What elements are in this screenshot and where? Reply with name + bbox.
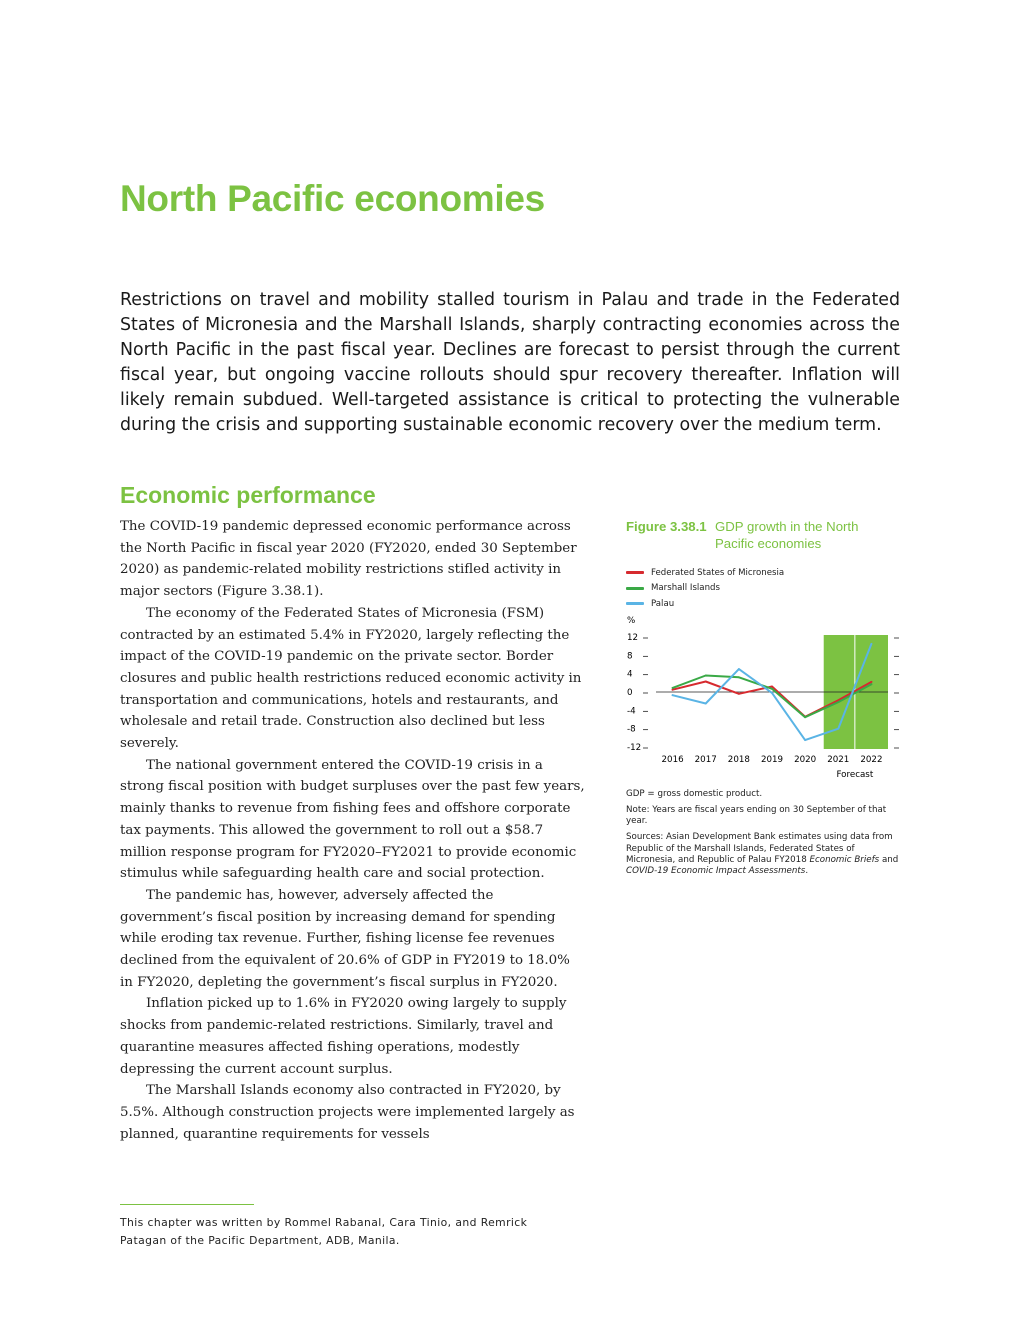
legend-swatch-palau — [626, 602, 644, 605]
legend-swatch-fsm — [626, 571, 644, 574]
data-point — [771, 687, 773, 689]
data-point — [705, 674, 707, 676]
page-title: North Pacific economies — [120, 178, 545, 219]
gdp-line-chart — [626, 613, 902, 785]
data-point — [871, 642, 873, 644]
x-tick-label: 2021 — [827, 754, 850, 765]
lead-paragraph: Restrictions on travel and mobility stalled tourism in Palau and trade in the Federated States of Micronesia and the Marshall Islands, sharply contracting economies across the North Pacific in the past fiscal year. Declines are forecast to persist through the current fiscal year, but ongoing vaccine rollouts should spur recovery thereafter. Inflation will likely remain subdued. Well-targeted assistance is critical to protecting the vulnerable during the crisis and supporting sustainable economic recovery over the medium term. — [120, 290, 900, 435]
sources-italic-assessments: COVID-19 Economic Impact Assessments — [626, 866, 806, 877]
body-paragraph-6: The Marshall Islands economy also contracted in FY2020, by 5.5%. Although construction projects were implemented largely as planned, quarantine requirements for vessels — [120, 1083, 575, 1142]
data-point — [871, 681, 873, 683]
y-axis-unit-label: % — [627, 615, 636, 626]
legend-item-marshall — [626, 581, 902, 597]
data-point — [871, 683, 873, 685]
y-tick-label: -4 — [627, 705, 636, 716]
figure-caption — [626, 518, 902, 552]
body-text-column — [120, 516, 586, 1145]
body-paragraph-3: The national government entered the COVID-19 crisis in a strong fiscal position with budget surpluses over the past few years, mainly thanks to revenue from fishing fees and offshore corporate tax payments. This allowed the government to roll out a $58.7 million response program for FY2020–FY2021 to provide economic stimulus while safeguarding health care and social protection. — [120, 757, 585, 882]
data-point — [837, 727, 839, 729]
sources-and: and — [879, 854, 899, 865]
legend-label-marshall: Marshall Islands — [651, 583, 720, 594]
figure-title: GDP growth in the North Pacific economies — [715, 519, 859, 551]
y-tick-label: -12 — [627, 742, 642, 753]
legend-item-fsm — [626, 565, 902, 581]
data-point — [738, 692, 740, 694]
y-tick-label: 8 — [627, 650, 633, 661]
data-point — [672, 688, 674, 690]
note-sources — [626, 832, 902, 877]
chart-legend — [626, 565, 902, 612]
legend-label-palau: Palau — [651, 598, 675, 609]
x-tick-label: 2016 — [661, 754, 684, 765]
legend-label-fsm: Federated States of Micronesia — [651, 567, 785, 578]
data-point — [672, 686, 674, 688]
data-point — [738, 676, 740, 678]
body-paragraph-2: The economy of the Federated States of Micronesia (FSM) contracted by an estimated 5.4% in FY2020, largely reflecting the impact of the COVID-19 pandemic on the private sector. Border closures and public health restrictions reduced economic activity in transportation and communications, hotels and restaurants, and wholesale and retail trade. Construction also declined but less severely. — [120, 605, 582, 752]
sources-text: Sources: Asian Development Bank estimates using data from Republic of the Marshall Islands, Federated States of Micronesia, and Republic of Palau FY2018 — [626, 832, 893, 865]
sources-italic-briefs: Economic Briefs — [809, 854, 880, 865]
data-point — [705, 702, 707, 704]
data-point — [804, 716, 806, 718]
legend-swatch-marshall — [626, 587, 644, 590]
data-point — [771, 685, 773, 687]
body-paragraph-4: The pandemic has, however, adversely affected the government’s fiscal position by increasing demand for spending while eroding tax revenue. Further, fishing license fee revenues declined from the equivalent of 20.6% of GDP in FY2019 to 18.0% in FY2020, depleting the government’s fiscal surplus in FY2020. — [120, 887, 570, 990]
note-fiscal-years: Note: Years are fiscal years ending on 30 September of that year. — [626, 804, 887, 827]
x-tick-label: 2020 — [794, 754, 817, 765]
legend-item-palau — [626, 596, 902, 612]
x-tick-label: 2019 — [760, 754, 784, 765]
sources-end: . — [805, 866, 809, 877]
x-tick-label: 2017 — [694, 754, 717, 765]
data-point — [672, 694, 674, 696]
data-point — [771, 692, 773, 694]
data-point — [837, 701, 839, 703]
y-tick-label: -8 — [627, 724, 636, 735]
y-tick-label: 0 — [627, 687, 633, 698]
x-tick-label: 2022 — [860, 754, 883, 765]
body-paragraph-5: Inflation picked up to 1.6% in FY2020 owing largely to supply shocks from pandemic-related restrictions. Similarly, travel and quarantine measures affected fishing operations, modestly depressing the current account surplus. — [120, 996, 567, 1077]
y-tick-label: 4 — [627, 669, 633, 680]
data-point — [705, 680, 707, 682]
note-abbreviation: GDP = gross domestic product. — [626, 788, 763, 799]
figure-number: Figure 3.38.1 — [626, 519, 707, 534]
y-tick-label: 12 — [627, 632, 639, 643]
section-heading: Economic performance — [120, 482, 376, 508]
footnote: This chapter was written by Rommel Rabanal, Cara Tinio, and Remrick Patagan of the Pacific Department, ADB, Manila. — [120, 1216, 528, 1247]
forecast-label: Forecast — [836, 769, 874, 780]
data-point — [804, 739, 806, 741]
x-tick-label: 2018 — [727, 754, 750, 765]
data-point — [738, 668, 740, 670]
footnote-divider — [120, 1204, 254, 1205]
figure-notes — [626, 789, 902, 878]
body-paragraph-1: The COVID-19 pandemic depressed economic performance across the North Pacific in fiscal year 2020 (FY2020, ended 30 September 2020) as pandemic-related mobility restrictions stifled activity in major sectors (Figure 3.38.1). — [120, 519, 577, 600]
figure-gdp-growth — [626, 518, 902, 883]
